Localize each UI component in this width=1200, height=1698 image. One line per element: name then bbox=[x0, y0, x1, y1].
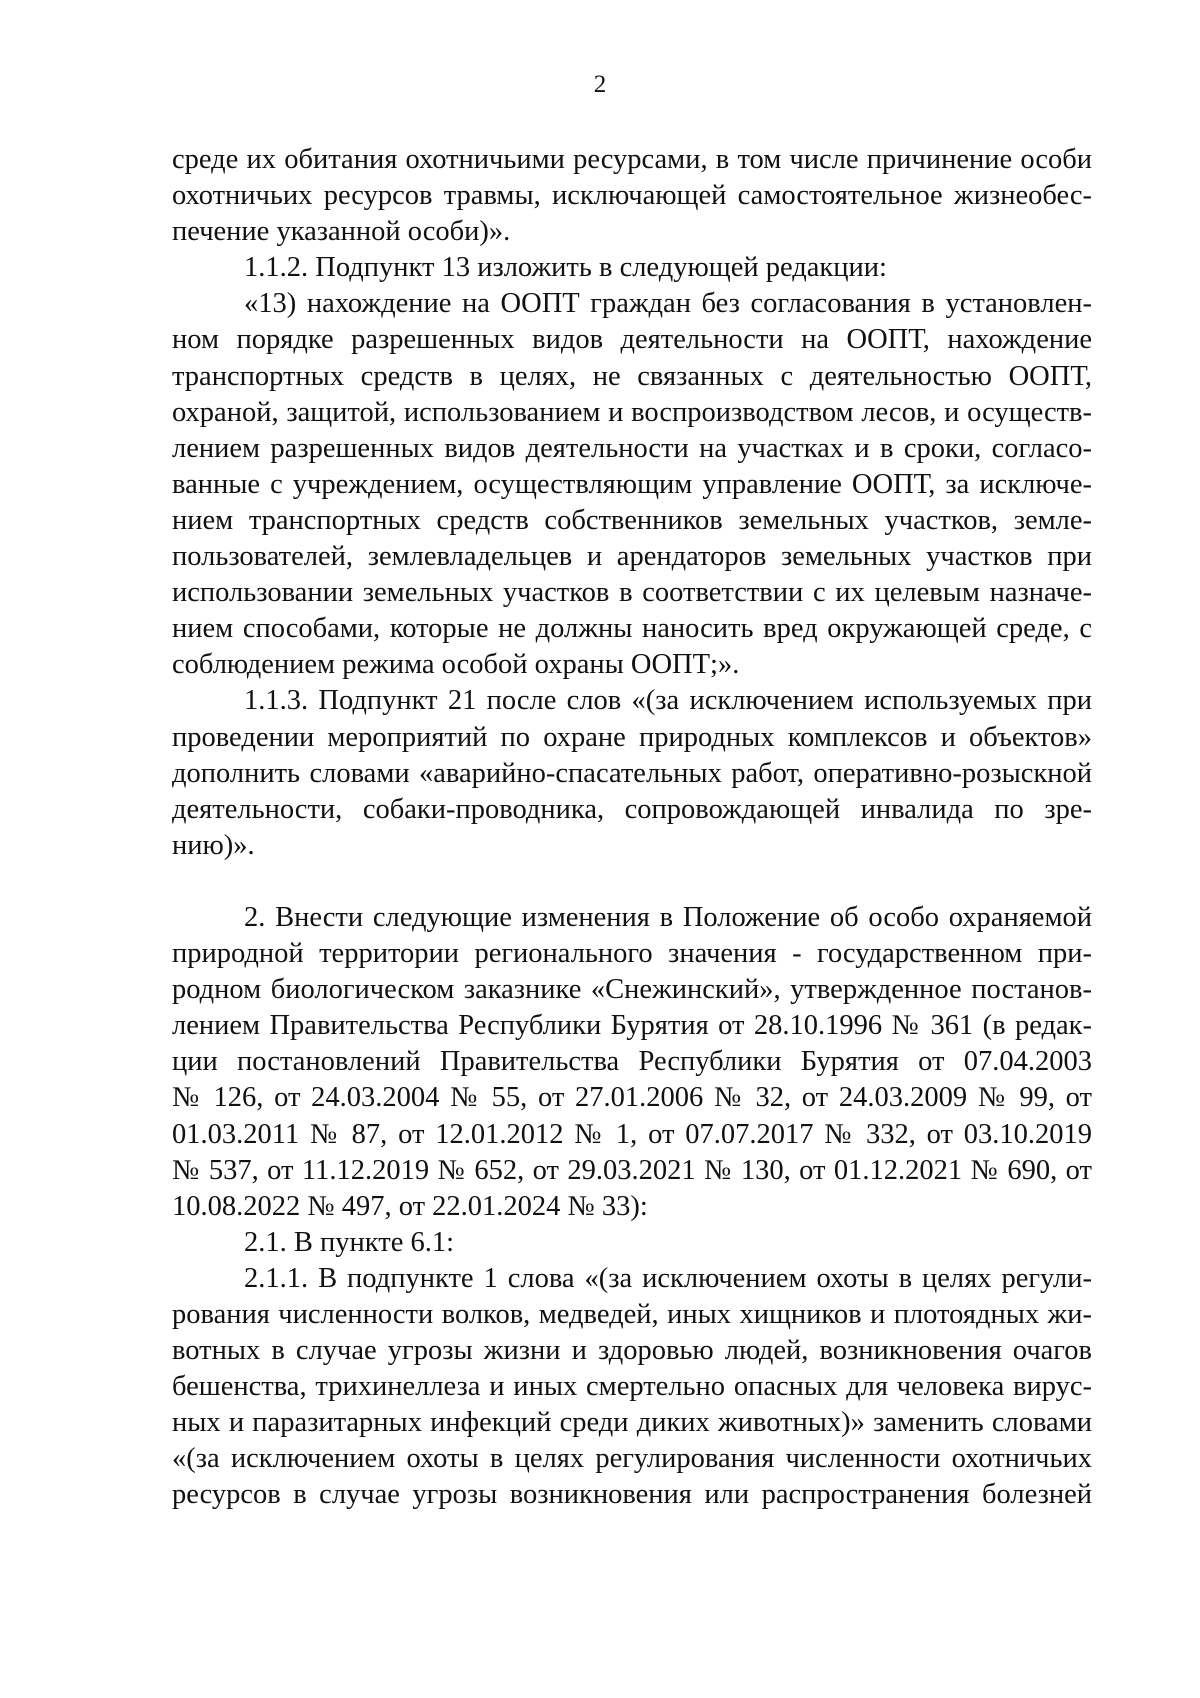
text-line: 1.1.3. Подпункт 21 после слов «(за исключением используемых при bbox=[244, 685, 1092, 717]
text-line: 01.03.2011 № 87, от 12.01.2012 № 1, от 07.07.2017 № 332, от 03.10.2019 bbox=[172, 1118, 1092, 1150]
text-line: пользователей, землевладельцев и арендаторов земельных участков при bbox=[172, 541, 1092, 573]
text-line: 2. Внести следующие изменения в Положение об особо охраняемой bbox=[244, 901, 1092, 933]
text-line: ном порядке разрешенных видов деятельности на ООПТ, нахождение bbox=[172, 324, 1092, 356]
text-line: 2.1. В пункте 6.1: bbox=[244, 1226, 455, 1258]
text-line: № 126, от 24.03.2004 № 55, от 27.01.2006 № 32, от 24.03.2009 № 99, от bbox=[172, 1082, 1092, 1114]
text-line: транспортных средств в целях, не связанных с деятельностью ООПТ, bbox=[172, 360, 1092, 392]
text-line: 10.08.2022 № 497, от 22.01.2024 № 33): bbox=[172, 1190, 648, 1222]
text-line: ных и паразитарных инфекций среди диких животных)» заменить словами bbox=[172, 1407, 1092, 1439]
text-line: использовании земельных участков в соответствии с их целевым назначе- bbox=[172, 577, 1092, 609]
text-line: печение указанной особи)». bbox=[172, 216, 511, 248]
text-line: рования численности волков, медведей, иных хищников и плотоядных жи- bbox=[172, 1299, 1092, 1330]
page-number: 2 bbox=[593, 71, 607, 98]
text-line: лением Правительства Республики Бурятия от 28.10.1996 № 361 (в редак- bbox=[172, 1010, 1092, 1042]
text-line: проведении мероприятий по охране природных комплексов и объектов» bbox=[172, 721, 1092, 753]
text-line: 1.1.2. Подпункт 13 изложить в следующей редакции: bbox=[244, 252, 887, 284]
text-line: охотничьих ресурсов травмы, исключающей самостоятельное жизнеобес- bbox=[172, 180, 1092, 212]
document-body bbox=[172, 142, 1092, 1514]
text-line: вотных в случае угрозы жизни и здоровью людей, возникновения очагов bbox=[172, 1335, 1092, 1367]
text-line: ции постановлений Правительства Республики Бурятия от 07.04.2003 bbox=[172, 1046, 1092, 1078]
text-line: среде их обитания охотничьими ресурсами, в том числе причинение особи bbox=[172, 144, 1092, 175]
text-line: ванные с учреждением, осуществляющим управление ООПТ, за исключе- bbox=[172, 468, 1092, 500]
paragraph-gap bbox=[172, 864, 1092, 900]
text-line: нием способами, которые не должны наносить вред окружающей среде, с bbox=[172, 613, 1092, 645]
text-line: «13) нахождение на ООПТ граждан без согласования в установлен- bbox=[244, 288, 1092, 320]
text-line: бешенства, трихинеллеза и иных смертельно опасных для человека вирус- bbox=[172, 1371, 1092, 1403]
text-line: деятельности, собаки-проводника, сопровождающей инвалида по зре- bbox=[172, 793, 1092, 825]
text-line: родном биологическом заказнике «Снежинский», утвержденное постанов- bbox=[172, 974, 1092, 1006]
text-line: соблюдением режима особой охраны ООПТ;». bbox=[172, 649, 740, 681]
text-line: нию)». bbox=[172, 829, 255, 861]
text-line: «(за исключением охоты в целях регулирования численности охотничьих bbox=[172, 1443, 1092, 1475]
text-line: № 537, от 11.12.2019 № 652, от 29.03.2021 № 130, от 01.12.2021 № 690, от bbox=[172, 1154, 1092, 1186]
text-line: ресурсов в случае угрозы возникновения или распространения болезней bbox=[172, 1479, 1092, 1511]
text-line: нием транспортных средств собственников земельных участков, земле- bbox=[172, 504, 1092, 536]
text-line: лением разрешенных видов деятельности на участках и в сроки, согласо- bbox=[172, 432, 1092, 464]
text-line: природной территории регионального значения - государственном при- bbox=[172, 938, 1092, 970]
text-line: 2.1.1. В подпункте 1 слова «(за исключением охоты в целях регули- bbox=[244, 1262, 1092, 1294]
text-line: охраной, защитой, использованием и воспроизводством лесов, и осуществ- bbox=[172, 396, 1092, 428]
text-line: дополнить словами «аварийно-спасательных работ, оперативно-розыскной bbox=[172, 757, 1092, 789]
